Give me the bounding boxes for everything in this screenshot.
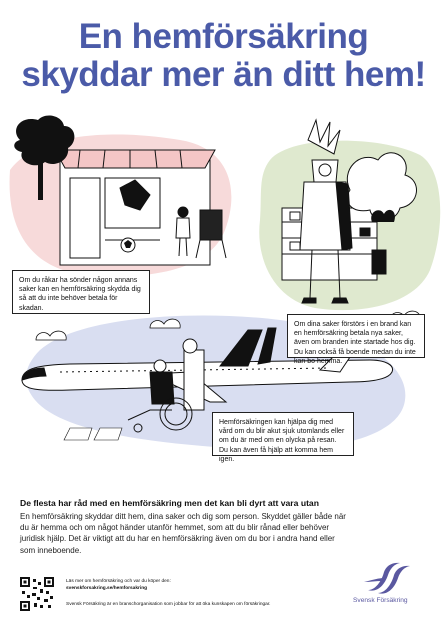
footer-link[interactable]: svenskforsakring.se/hemforsakring xyxy=(66,586,148,591)
footer-read-more xyxy=(66,578,266,592)
tree-silhouette xyxy=(14,115,74,165)
body-title: De flesta har råd med en hemförsäkring men det kan bli dyrt att vara utan xyxy=(20,498,319,508)
caption-broken-window: Om du råkar ha sönder någon annans saker kan en hemförsäkring skydda dig så att du inte behöver betala för skadan. xyxy=(12,270,150,314)
footer-read-more-text: Läs mer om hemförsäkring och var du köper den: xyxy=(66,579,171,584)
body-text: En hemförsäkring skyddar ditt hem, dina saker och dig som person. Skyddet gäller både när du är hemma och om något händer utanför hemmet, som att du blir rånad eller behöver juridisk hjälp. Det är viktigt att du har en hemförsäkring även om du bor i andra hand eller som inneboende. xyxy=(20,512,346,555)
headline-line-1: En hemförsäkring xyxy=(78,17,369,56)
svensk-forsakring-logo-icon xyxy=(354,560,414,596)
shop-illustration xyxy=(55,150,226,265)
caption-travel: Hemförsäkringen kan hjälpa dig med vård om du blir akut sjuk utomlands eller om du är med om en olycka på resan. Du kan även få hjälp att komma hem igen. xyxy=(212,412,354,456)
caption-fire: Om dina saker förstörs i en brand kan en hemförsäkring betala nya saker, även om branden inte startade hos dig. Du kan också få boende medan du inte kan bo hemma. xyxy=(287,314,425,358)
headline-line-2: skyddar mer än ditt hem! xyxy=(21,55,426,94)
footer-note: Svensk Försäkring är en branschorganisation som jobbar för att öka kunskapen om försäkringar. xyxy=(66,602,271,607)
headline xyxy=(0,18,447,94)
logo-text: Svensk Försäkring xyxy=(353,597,408,604)
qr-code xyxy=(20,577,54,611)
